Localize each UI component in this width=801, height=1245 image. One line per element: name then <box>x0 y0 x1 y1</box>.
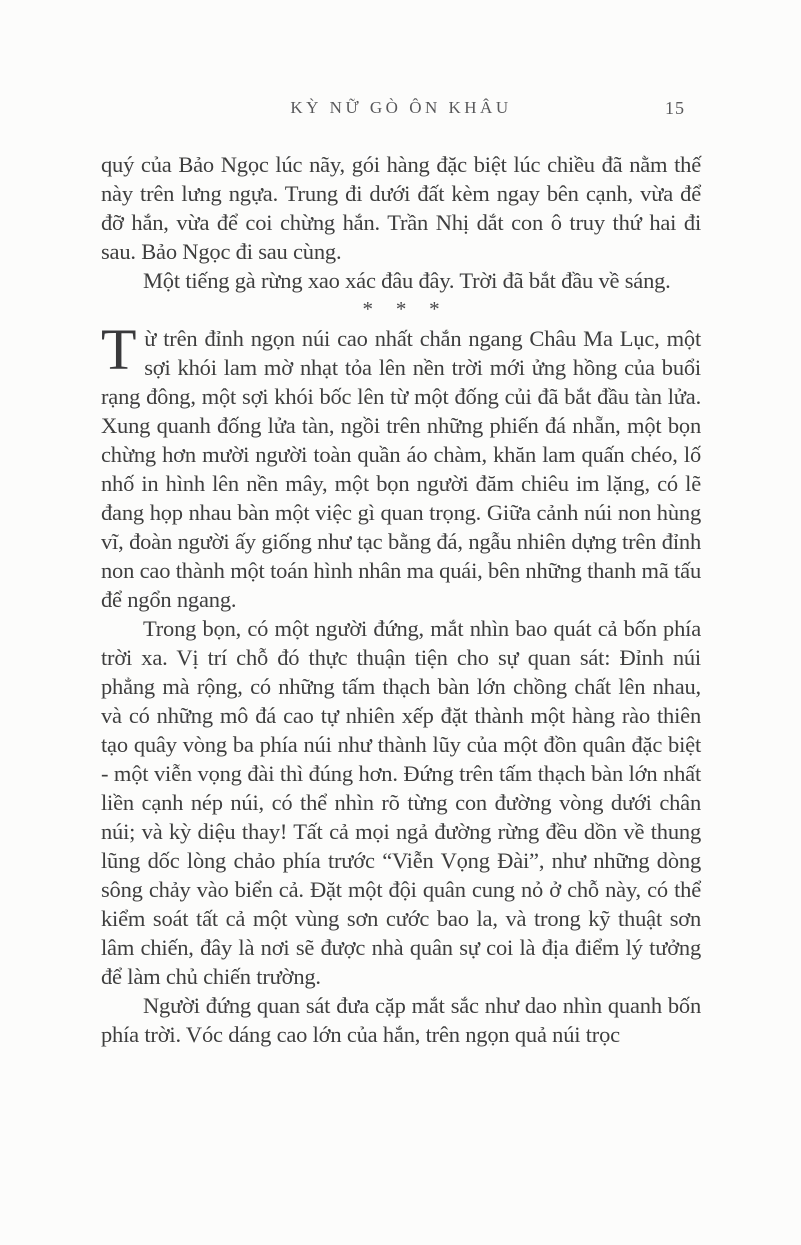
running-head <box>101 98 701 122</box>
page-body <box>101 150 701 1049</box>
drop-cap: T <box>101 317 137 382</box>
paragraph: Một tiếng gà rừng xao xác đâu đây. Trời đã bắt đầu về sáng. <box>143 268 671 293</box>
page-header-title: KỲ NỮ GÒ ÔN KHÂU <box>290 98 512 117</box>
paragraph <box>101 317 701 614</box>
paragraph: Người đứng quan sát đưa cặp mắt sắc như dao nhìn quanh bốn phía trời. Vóc dáng cao lớn của hắn, trên ngọn quả núi trọc <box>101 993 701 1047</box>
paragraph: Trong bọn, có một người đứng, mắt nhìn bao quát cả bốn phía trời xa. Vị trí chỗ đó thực thuận tiện cho sự quan sát: Đỉnh núi phẳng mà rộng, có những tấm thạch bàn lớn chồng chất lên nhau, và có những mô đá cao tự nhiên xếp đặt thành một hàng rào thiên tạo quây vòng ba phía núi như thành lũy của một đồn quân đặc biệt - một viễn vọng đài thì đúng hơn. Đứng trên tấm thạch bàn lớn nhất liền cạnh nép núi, có thể nhìn rõ từng con đường vòng dưới chân núi; và kỳ diệu thay! Tất cả mọi ngả đường rừng đều dồn về thung lũng dốc lòng chảo phía trước “Viễn Vọng Đài”, như những dòng sông chảy vào biển cả. Đặt một đội quân cung nỏ ở chỗ này, có thể kiểm soát tất cả một vùng sơn cước bao la, và trong kỹ thuật sơn lâm chiến, đây là nơi sẽ được nhà quân sự coi là địa điểm lý tưởng để làm chủ chiến trường. <box>101 616 701 989</box>
paragraph-text: ừ trên đỉnh ngọn núi cao nhất chắn ngang Châu Ma Lục, một sợi khói lam mờ nhạt tỏa lên nền trời mới ửng hồng của buổi rạng đông, một sợi khói bốc lên từ một đống củi đã bắt đầu tàn lửa. Xung quanh đống lửa tàn, ngồi trên những phiến đá nhẵn, một bọn chừng hơn mười người toàn quần áo chàm, khăn lam quấn chéo, lố nhố in hình lên nền mây, một bọn người đăm chiêu im lặng, có lẽ đang họp nhau bàn một việc gì quan trọng. Giữa cảnh núi non hùng vĩ, đoàn người ấy giống như tạc bằng đá, ngẫu nhiên dựng trên đỉnh non cao thành một toán hình nhân ma quái, bên những thanh mã tấu để ngổn ngang. <box>101 326 701 612</box>
page-number: 15 <box>665 98 685 118</box>
section-separator: * * * <box>362 297 440 321</box>
paragraph: quý của Bảo Ngọc lúc nãy, gói hàng đặc biệt lúc chiều đã nằm thế này trên lưng ngựa. Trung đi dưới đất kèm ngay bên cạnh, vừa để đỡ hắn, vừa để coi chừng hắn. Trần Nhị dắt con ô truy thứ hai đi sau. Bảo Ngọc đi sau cùng. <box>101 152 701 264</box>
